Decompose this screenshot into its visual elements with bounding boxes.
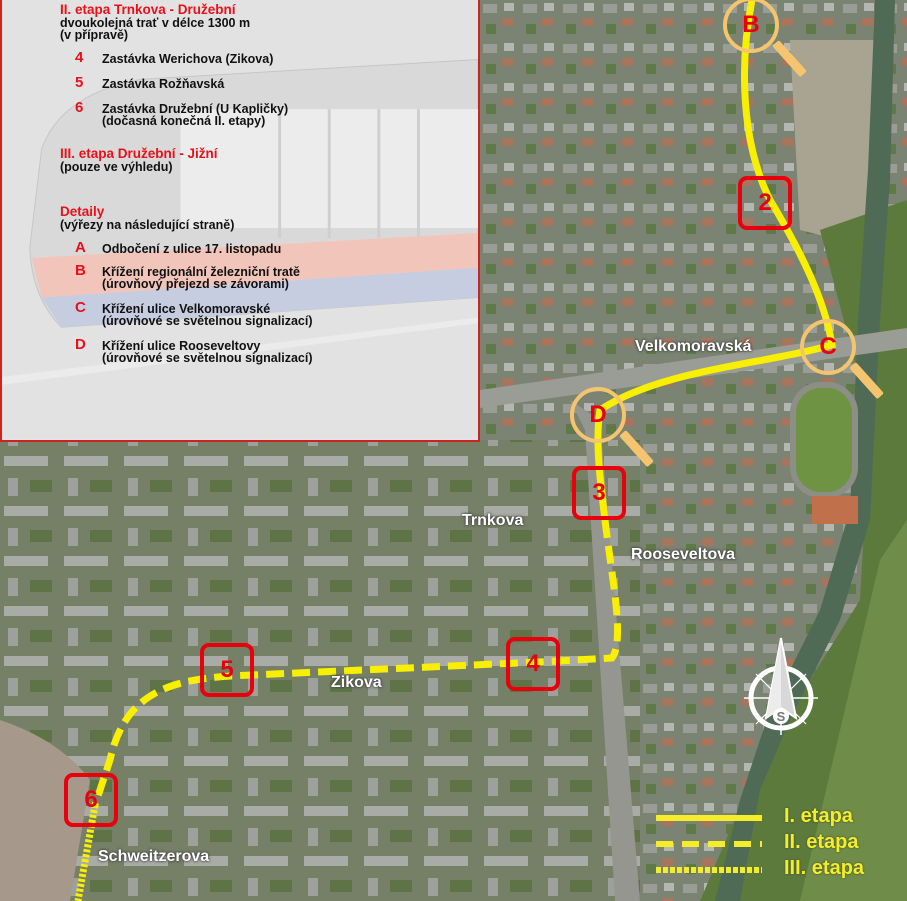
- street-label-trnkova: Trnkova: [462, 512, 524, 529]
- route-legend-stage-1: [654, 805, 904, 831]
- legend-detail-note: (úrovňové se světelnou signalizací): [102, 351, 313, 365]
- north-arrow-compass-icon: [742, 636, 820, 736]
- legend-content: [60, 2, 470, 364]
- solid-line-icon: [656, 815, 762, 821]
- route-legend-label: I. etapa: [784, 805, 853, 827]
- legend-detail-label: Křížení ulice Rooseveltovy: [102, 339, 261, 353]
- legend-stop-6: [60, 99, 470, 128]
- legend-stop-label: Zastávka Družební (U Kapličky): [102, 102, 289, 116]
- legend-stop-label: Zastávka Rožňavská: [102, 77, 225, 91]
- legend-stop-4: [60, 49, 470, 66]
- legend-key: D: [75, 336, 86, 353]
- legend-key: B: [75, 262, 86, 279]
- stage-3-subtitle: (pouze ve výhledu): [60, 160, 173, 174]
- route-legend-stage-3: [654, 857, 904, 883]
- stage-2-title: II. etapa Trnkova - Družební: [60, 2, 236, 17]
- stage-2-status: (v přípravě): [60, 28, 129, 42]
- legend-detail-b: [60, 262, 470, 291]
- stage-2-subtitle: dvoukolejná trať v délce 1300 m: [60, 16, 251, 30]
- legend-detail-label: Křížení ulice Velkomoravské: [102, 302, 271, 316]
- legend-stop-note: (dočasná konečná II. etapy): [102, 114, 266, 128]
- legend-stop-label: Zastávka Werichova (Zikova): [102, 52, 274, 66]
- dotted-line-icon: [656, 867, 762, 873]
- detail-marker-c[interactable]: [800, 319, 856, 375]
- legend-detail-note: (úrovňový přejezd se závorami): [102, 277, 289, 291]
- detail-marker-b-label: B: [742, 11, 760, 38]
- route-legend: [654, 805, 904, 883]
- legend-key: 5: [75, 74, 84, 91]
- legend-key: 6: [75, 99, 84, 116]
- legend-detail-d: [60, 336, 470, 365]
- legend-key: 4: [75, 49, 84, 66]
- details-subtitle: (výřezy na následující straně): [60, 218, 235, 232]
- legend-key: C: [75, 299, 86, 316]
- compass-letter: S: [776, 709, 786, 724]
- stop-marker-4[interactable]: 4: [506, 637, 560, 691]
- detail-marker-c-label: C: [819, 333, 837, 360]
- street-label-zikova: Zikova: [331, 674, 382, 691]
- street-label-schweitzerova: Schweitzerova: [98, 848, 210, 865]
- details-title: Detaily: [60, 204, 105, 219]
- street-label-velkomoravska: Velkomoravská: [635, 338, 752, 355]
- route-legend-stage-2: [654, 831, 904, 857]
- detail-marker-d-label: D: [589, 401, 607, 428]
- legend-detail-c: [60, 299, 470, 328]
- dashed-line-icon: [656, 841, 762, 847]
- legend-detail-label: Křížení regionální železniční tratě: [102, 265, 300, 279]
- detail-marker-d[interactable]: [570, 387, 626, 443]
- stop-marker-2[interactable]: 2: [738, 176, 792, 230]
- legend-detail-note: (úrovňové se světelnou signalizací): [102, 314, 313, 328]
- stop-marker-6[interactable]: 6: [64, 773, 118, 827]
- stop-marker-5[interactable]: 5: [200, 643, 254, 697]
- legend-detail-a: [60, 239, 470, 256]
- legend-detail-label: Odbočení z ulice 17. listopadu: [102, 242, 282, 256]
- legend-stop-5: [60, 74, 470, 91]
- stop-marker-3[interactable]: 3: [572, 466, 626, 520]
- route-legend-label: III. etapa: [784, 857, 865, 879]
- stage-3-title: III. etapa Družební - Jižní: [60, 146, 218, 161]
- legend-key: A: [75, 239, 86, 256]
- route-legend-label: II. etapa: [784, 831, 859, 853]
- street-label-rooseveltova: Rooseveltova: [631, 546, 736, 563]
- legend-panel: [0, 0, 480, 442]
